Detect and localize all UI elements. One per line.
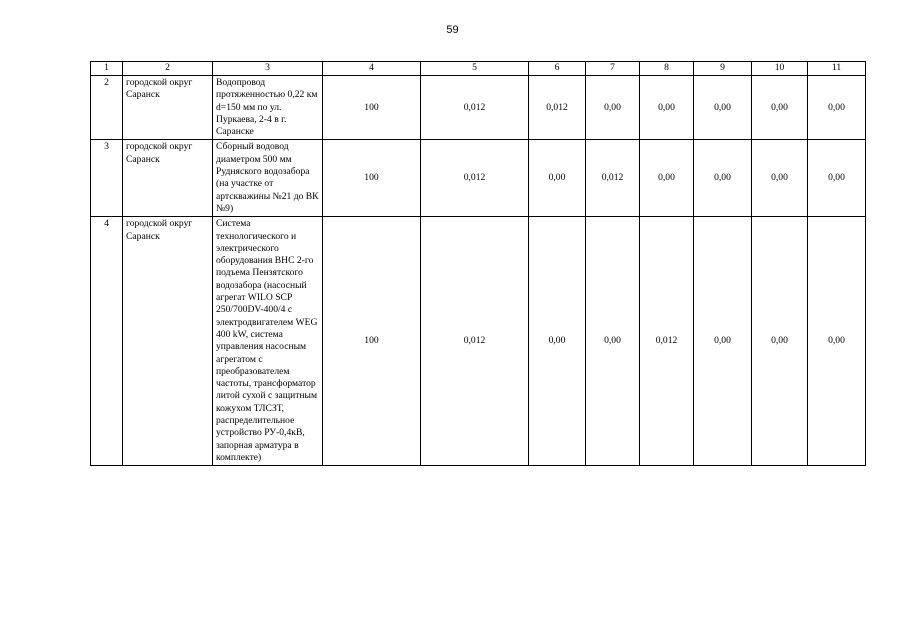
value-cell: 0,00 [808, 76, 866, 140]
value-cell: 0,00 [752, 217, 808, 466]
column-header: 8 [640, 62, 694, 76]
object-cell: Сборный водовод диаметром 500 мм Рудняского водозабора (на участке от артскважины №21 до ВК №9) [213, 140, 323, 217]
value-cell: 0,012 [421, 140, 529, 217]
column-header: 7 [586, 62, 640, 76]
table-row [91, 140, 866, 217]
table-header-row [91, 62, 866, 76]
row-number: 4 [91, 217, 123, 466]
value-cell: 0,00 [694, 76, 752, 140]
table-row [91, 76, 866, 140]
column-header: 5 [421, 62, 529, 76]
value-cell: 0,012 [586, 140, 640, 217]
column-header: 11 [808, 62, 866, 76]
column-header: 3 [213, 62, 323, 76]
value-cell: 0,00 [808, 140, 866, 217]
value-cell: 0,00 [694, 140, 752, 217]
row-number: 2 [91, 76, 123, 140]
value-cell: 0,00 [752, 76, 808, 140]
district-cell: городской округ Саранск [123, 140, 213, 217]
column-header: 2 [123, 62, 213, 76]
object-cell: Система технологического и электрического оборудования ВНС 2-го подъема Пензятского водозабора (насосный агрегат WILO SCP 250/700DV-400/4 с электродвигателем WEG 400 kW, система управления насосным агрегатом с преобразователем частоты, трансформатор литой сухой с защитным кожухом ТЛСЗТ, распределительное устройство РУ-0,4кВ, запорная арматура в комплекте) [213, 217, 323, 466]
value-cell: 0,00 [586, 217, 640, 466]
value-cell: 0,00 [586, 76, 640, 140]
value-cell: 0,012 [529, 76, 586, 140]
value-cell: 0,00 [694, 217, 752, 466]
district-cell: городской округ Саранск [123, 76, 213, 140]
value-cell: 0,012 [421, 76, 529, 140]
column-header: 4 [323, 62, 421, 76]
value-cell: 0,00 [640, 76, 694, 140]
column-header: 6 [529, 62, 586, 76]
column-header: 9 [694, 62, 752, 76]
column-header: 1 [91, 62, 123, 76]
table-row [91, 217, 866, 466]
value-cell: 0,00 [529, 140, 586, 217]
value-cell: 0,012 [640, 217, 694, 466]
value-cell: 0,00 [808, 217, 866, 466]
object-cell: Водопровод протяженностью 0,22 км d=150 мм по ул. Пуркаева, 2-4 в г. Саранске [213, 76, 323, 140]
value-cell: 100 [323, 217, 421, 466]
value-cell: 0,00 [640, 140, 694, 217]
district-cell: городской округ Саранск [123, 217, 213, 466]
page-number: 59 [446, 24, 459, 36]
row-number: 3 [91, 140, 123, 217]
data-table [90, 61, 866, 466]
column-header: 10 [752, 62, 808, 76]
value-cell: 100 [323, 140, 421, 217]
value-cell: 0,00 [529, 217, 586, 466]
value-cell: 0,012 [421, 217, 529, 466]
value-cell: 0,00 [752, 140, 808, 217]
value-cell: 100 [323, 76, 421, 140]
